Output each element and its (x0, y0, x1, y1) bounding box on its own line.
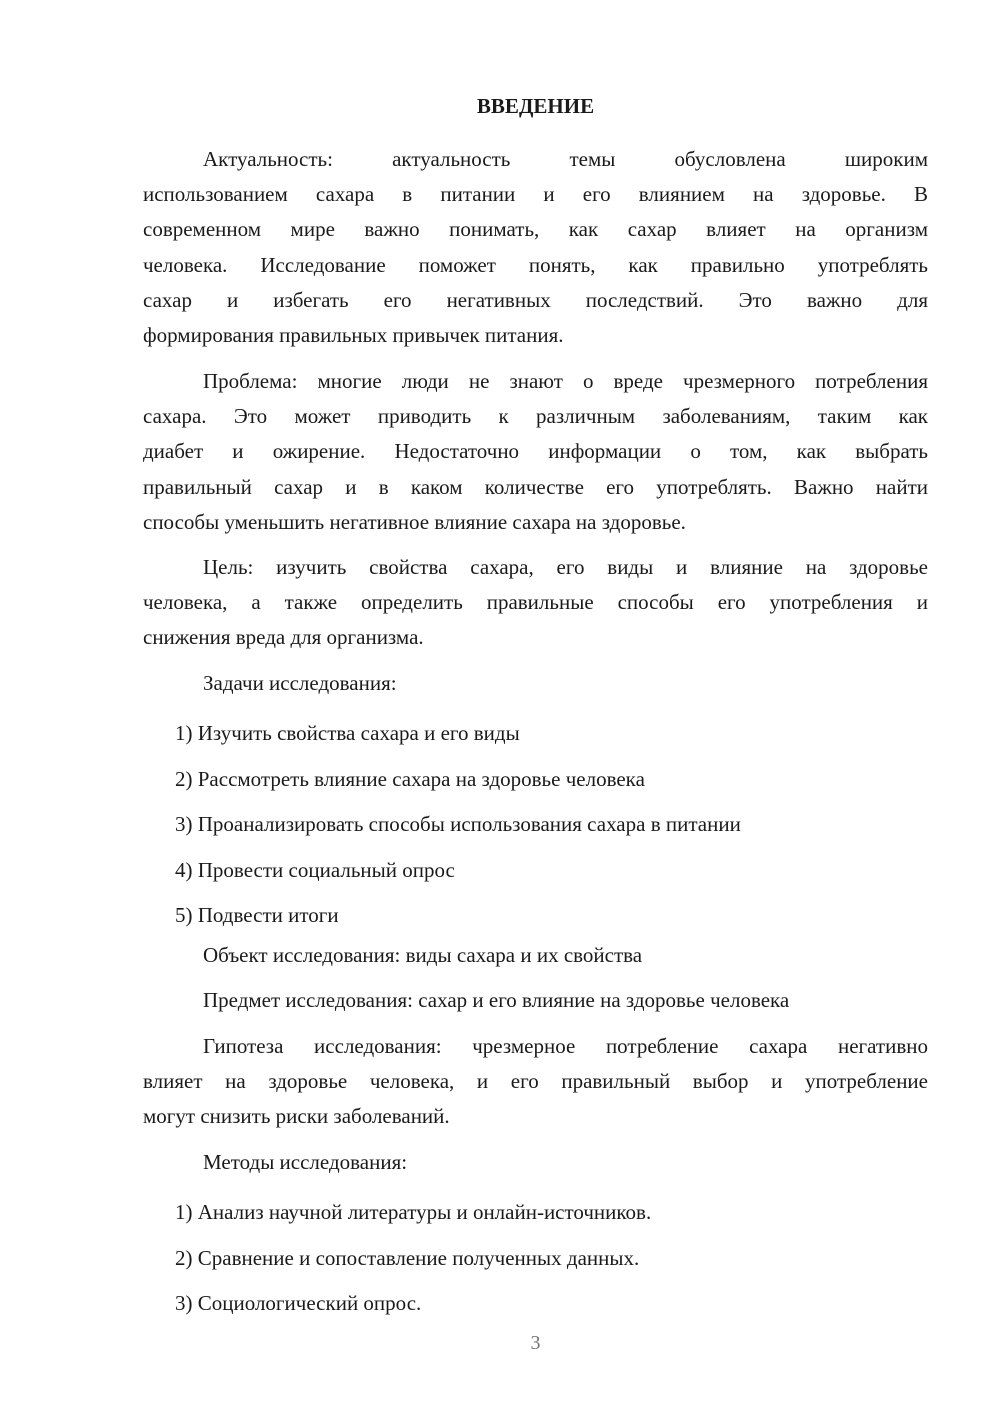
paragraph-goal (143, 550, 928, 656)
text-line: Цель: изучить свойства сахара, его виды и влияние на здоровье (203, 555, 928, 579)
list-item: 1) Анализ научной литературы и онлайн-источников. (175, 1200, 652, 1224)
tasks-heading (143, 666, 928, 701)
list-item: 2) Рассмотреть влияние сахара на здоровье человека (175, 766, 645, 791)
page-number: 3 (530, 1332, 541, 1354)
paragraph-relevance (143, 142, 928, 353)
text-line: снижения вреда для организма. (143, 625, 424, 650)
list-item: 5) Подвести итоги (175, 903, 339, 927)
text-line: способы уменьшить негативное влияние сахара на здоровье. (143, 509, 686, 534)
research-subject (143, 983, 928, 1018)
text-line: Гипотеза исследования: чрезмерное потребление сахара негативно (203, 1034, 928, 1058)
text-line: использованием сахара в питании и его влиянием на здоровье. В (143, 182, 928, 207)
paragraph-problem (143, 364, 928, 540)
text-line: Актуальность: актуальность темы обусловлена широким (203, 147, 928, 171)
paragraph-hypothesis (143, 1029, 928, 1135)
research-object (143, 938, 928, 973)
research-object-text: Объект исследования: виды сахара и их свойства (203, 943, 643, 967)
list-item: 1) Изучить свойства сахара и его виды (175, 721, 520, 745)
text-line: влияет на здоровье человека, и его правильный выбор и употребление (143, 1069, 928, 1094)
methods-heading (143, 1145, 928, 1180)
methods-heading-text: Методы исследования: (203, 1150, 408, 1174)
tasks-list (143, 711, 928, 939)
list-item: 2) Сравнение и сопоставление полученных данных. (175, 1245, 640, 1270)
page-title: ВВЕДЕНИЕ (476, 94, 595, 118)
text-line: человека, а также определить правильные способы его употребления и (143, 590, 928, 615)
methods-list (143, 1190, 928, 1327)
text-line: современном мире важно понимать, как сахар влияет на организм (143, 217, 928, 242)
research-subject-text: Предмет исследования: сахар и его влияние на здоровье человека (203, 988, 790, 1012)
text-line: Проблема: многие люди не знают о вреде чрезмерного потребления (203, 369, 928, 393)
tasks-heading-text: Задачи исследования: (203, 671, 397, 695)
text-line: диабет и ожирение. Недостаточно информации о том, как выбрать (143, 439, 928, 464)
list-item: 4) Провести социальный опрос (175, 857, 455, 882)
text-line: человека. Исследование поможет понять, как правильно употреблять (143, 252, 928, 277)
text-line: сахар и избегать его негативных последствий. Это важно для (143, 287, 928, 312)
text-line: сахара. Это может приводить к различным заболеваниям, таким как (143, 404, 928, 429)
list-item: 3) Социологический опрос. (175, 1291, 422, 1315)
text-line: формирования правильных привычек питания. (143, 323, 564, 348)
text-line: правильный сахар и в каком количестве его употреблять. Важно найти (143, 474, 928, 499)
list-item: 3) Проанализировать способы использования сахара в питании (175, 812, 741, 836)
text-line: могут снизить риски заболеваний. (143, 1104, 450, 1129)
